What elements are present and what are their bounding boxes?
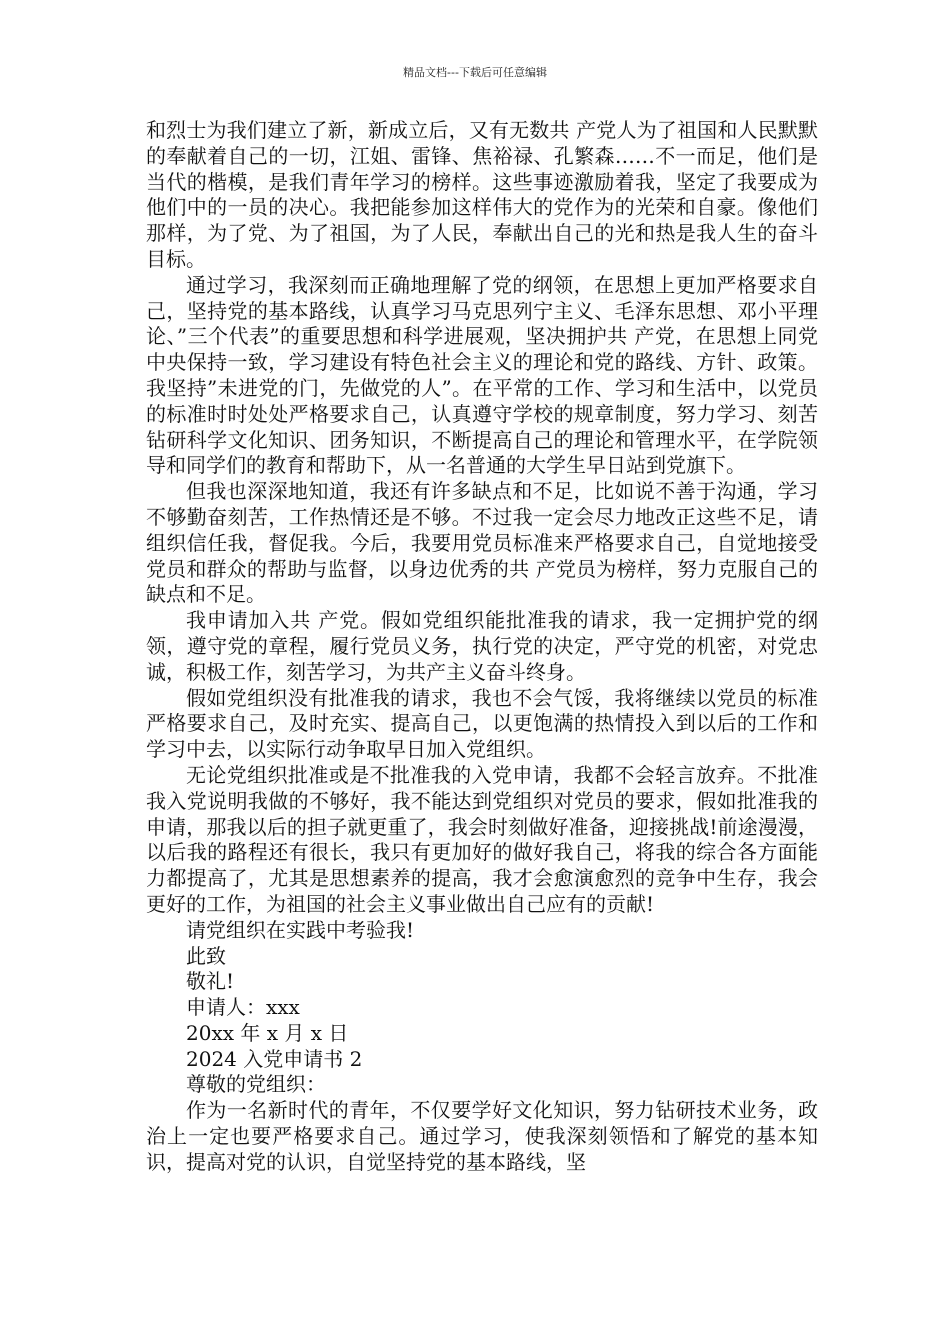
paragraph: 通过学习，我深刻而正确地理解了党的纲领，在思想上更加严格要求自己，坚持党的基本路线，认真学习马克思列宁主义、毛泽东思想、邓小平理论、”三个代表”的重要思想和科学进展观，坚决拥护共 产党，在思想上同党中央保持一致，学习建设有特色社会主义的理论和党的路线、方针、政策。我坚持”未进党的门，先做党的人”。在平常的工作、学习和生活中，以党员的标准时时处处严格要求自己，认真遵守学校的规章制度，努力学习、刻苦钻研科学文化知识、团务知识，不断提高自己的理论和管理水平，在学院领导和同学们的教育和帮助下，从一名普通的大学生早日站到党旗下。 bbox=[146, 272, 818, 478]
salutation-line: 此致 bbox=[186, 943, 226, 968]
greeting-line: 尊敬的党组织： bbox=[186, 1072, 326, 1097]
applicant-line: 申请人：xxx bbox=[186, 995, 300, 1020]
paragraph: 假如党组织没有批准我的请求，我也不会气馁，我将继续以党员的标准严格要求自己，及时充实、提高自己，以更饱满的热情投入到以后的工作和学习中去，以实际行动争取早日加入党组织。 bbox=[146, 685, 818, 762]
paragraph: 我申请加入共 产党。假如党组织能批准我的请求，我一定拥护党的纲领，遵守党的章程，履行党员义务，执行党的决定，严守党的机密，对党忠诚，积极工作，刻苦学习，为共产主义奋斗终身。 bbox=[146, 608, 818, 684]
date-line: 20xx 年 x 月 x 日 bbox=[186, 1020, 349, 1045]
paragraph: 和烈士为我们建立了新，新成立后，又有无数共 产党人为了祖国和人民默默的奉献着自己的一切，江姐、雷锋、焦裕禄、孔繁森……不一而足，他们是当代的楷模，是我们青年学习的榜样。这些事迹激励着我，坚定了我要成为他们中的一员的决心。我把能参加这样伟大的党作为的光荣和自豪。像他们那样，为了党、为了祖国，为了人民，奉献出自己的光和热是我人生的奋斗目标。 bbox=[146, 118, 818, 271]
salutation-line: 敬礼! bbox=[186, 969, 235, 994]
page-header: 精品文档---下载后可任意编辑 bbox=[403, 66, 547, 79]
paragraph: 作为一名新时代的青年，不仅要学好文化知识，努力钻研技术业务，政治上一定也要严格要求自己。通过学习，使我深刻领悟和了解党的基本知识，提高对党的认识，自觉坚持党的基本路线，坚 bbox=[146, 1098, 818, 1174]
paragraph: 但我也深深地知道，我还有许多缺点和不足，比如说不善于沟通，学习不够勤奋刻苦，工作热情还是不够。不过我一定会尽力地改正这些不足，请组织信任我，督促我。今后，我要用党员标准来严格要求自己，自觉地接受党员和群众的帮助与监督，以身边优秀的共 产党员为榜样，努力克服自己的缺点和不足。 bbox=[146, 479, 818, 607]
paragraph: 无论党组织批准或是不批准我的入党申请，我都不会轻言放弃。不批准我入党说明我做的不够好，我不能达到党组织对党员的要求，假如批准我的申请，那我以后的担子就更重了，我会时刻做好准备，迎接挑战!前途漫漫，以后我的路程还有很长，我只有更加好的做好我自己，将我的综合各方面能力都提高了，尤其是思想素养的提高，我才会愈演愈烈的竞争中生存，我会更好的工作，为祖国的社会主义事业做出自己应有的贡献! bbox=[146, 762, 818, 916]
document-body bbox=[146, 118, 818, 1176]
closing-line: 请党组织在实践中考验我! bbox=[186, 917, 415, 942]
section-title: 2024 入党申请书 2 bbox=[186, 1046, 363, 1071]
